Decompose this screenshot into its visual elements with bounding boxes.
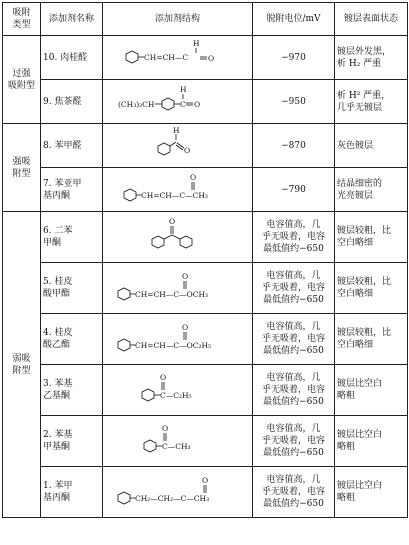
additive-name: 9. 焦茶醛 <box>41 80 103 124</box>
acetophenone-structure <box>114 416 242 466</box>
desorption-potential: 电容值高，几 乎无吸着，电容 最低值约−650 <box>253 212 335 263</box>
surface-state: 镀层比空白 略粗 <box>335 365 408 416</box>
benzaldehyde-structure <box>114 124 242 167</box>
table-row <box>3 124 408 168</box>
benzene-ring <box>144 440 156 452</box>
structure-cell <box>103 36 253 80</box>
benzene-ring <box>126 51 138 63</box>
table-row <box>3 314 408 365</box>
surface-state: 灰色镀层 <box>335 124 408 168</box>
table-row <box>3 212 408 263</box>
svg-text:O: O <box>161 424 168 433</box>
benzene-ring <box>124 189 136 201</box>
header-type: 吸附 类型 <box>3 3 41 36</box>
benzene-ring <box>118 492 130 504</box>
benzene-ring <box>180 236 192 248</box>
group-type-cell: 弱吸 附型 <box>3 212 41 518</box>
propiophenone-structure <box>114 365 242 415</box>
table-row <box>3 168 408 212</box>
structure-cell <box>103 314 253 365</box>
ethyl-cinnamate-structure <box>114 314 242 364</box>
header-row <box>3 3 408 36</box>
table-row <box>3 36 408 80</box>
svg-text:CH=CH—C—CH₃: CH=CH—C—CH₃ <box>140 191 208 200</box>
benzophenone-structure <box>114 212 242 262</box>
table-row <box>3 80 408 124</box>
additive-name: 4. 桂皮 酸乙酯 <box>41 314 103 365</box>
header-structure: 添加剂结构 <box>103 3 253 36</box>
desorption-potential: −970 <box>253 36 335 80</box>
additive-name: 7. 苯亚甲 基丙酮 <box>41 168 103 212</box>
surface-state: 镀层较粗，比 空白略细 <box>335 263 408 314</box>
table-row <box>3 365 408 416</box>
structure-cell <box>103 416 253 467</box>
svg-text:H: H <box>172 126 180 135</box>
svg-text:O: O <box>183 146 190 155</box>
svg-text:O: O <box>201 476 208 485</box>
svg-text:C—CH₃: C—CH₃ <box>161 442 191 451</box>
svg-text:CH₂—CH₂—C—CH₃: CH₂—CH₂—C—CH₃ <box>134 494 209 503</box>
desorption-potential: 电容值高，几 乎无吸着，电容 最低值约−650 <box>253 263 335 314</box>
benzene-ring <box>158 143 170 155</box>
svg-text:O: O <box>189 173 196 182</box>
structure-cell <box>103 212 253 263</box>
svg-text:O: O <box>181 272 188 281</box>
cumaldehyde-structure <box>114 80 242 123</box>
desorption-potential: 电容值高，几 乎无吸着，电容 最低值约−650 <box>253 416 335 467</box>
benzylacetone-structure <box>114 467 242 517</box>
group-type-cell: 强吸 附型 <box>3 124 41 212</box>
svg-text:C: C <box>179 100 186 109</box>
benzene-ring <box>152 236 164 248</box>
structure-cell <box>103 168 253 212</box>
additive-name: 5. 桂皮 酸甲酯 <box>41 263 103 314</box>
desorption-potential: −870 <box>253 124 335 168</box>
benzene-ring <box>142 389 154 401</box>
additive-table <box>2 2 408 518</box>
surface-state: 镀层外发黑， 析 H₂ 严重 <box>335 36 408 80</box>
surface-state: 析 H² 严重， 几乎无镀层 <box>335 80 408 124</box>
svg-text:O: O <box>193 100 200 109</box>
desorption-potential: 电容值高，几 乎无吸着，电容 最低值约−650 <box>253 467 335 518</box>
desorption-potential: −950 <box>253 80 335 124</box>
group-type-cell: 过强 吸附型 <box>3 36 41 124</box>
table-row <box>3 263 408 314</box>
svg-text:O: O <box>168 217 175 226</box>
additive-name: 3. 苯基 乙基酮 <box>41 365 103 416</box>
structure-cell <box>103 467 253 518</box>
svg-text:CH=CH—C: CH=CH—C <box>143 53 188 62</box>
surface-state: 镀层比空白 略粗 <box>335 467 408 518</box>
structure-cell <box>103 124 253 168</box>
desorption-potential: 电容值高，几 乎无吸着，电容 最低值约−650 <box>253 314 335 365</box>
surface-state: 结晶细密的 光亮镀层 <box>335 168 408 212</box>
additive-name: 1. 苯甲 基丙酮 <box>41 467 103 518</box>
table-row <box>3 467 408 518</box>
surface-state: 镀层比空白 略粗 <box>335 416 408 467</box>
methyl-cinnamate-structure <box>114 263 242 313</box>
additive-name: 2. 苯基 甲基酮 <box>41 416 103 467</box>
additive-name: 10. 肉桂醛 <box>41 36 103 80</box>
benzene-ring <box>118 339 130 351</box>
additive-name: 6. 二苯 甲酮 <box>41 212 103 263</box>
svg-text:H: H <box>192 39 200 48</box>
additive-name: 8. 苯甲醛 <box>41 124 103 168</box>
surface-state: 镀层较粗，比 空白略细 <box>335 212 408 263</box>
desorption-potential: −790 <box>253 168 335 212</box>
svg-text:H: H <box>179 85 187 94</box>
structure-cell <box>103 365 253 416</box>
svg-text:O: O <box>159 373 166 382</box>
structure-cell <box>103 80 253 124</box>
benzene-ring <box>118 288 130 300</box>
svg-text:O: O <box>181 323 188 332</box>
svg-text:(CH₃)₂CH: (CH₃)₂CH <box>117 100 154 109</box>
header-state: 镀层表面状态 <box>335 3 408 36</box>
cinnamaldehyde-structure <box>114 36 242 79</box>
svg-text:O: O <box>207 54 214 63</box>
structure-cell <box>103 263 253 314</box>
desorption-potential: 电容值高，几 乎无吸着，电容 最低值约−650 <box>253 365 335 416</box>
benzene-ring <box>162 98 174 110</box>
svg-text:CH=CH—C—OC₂H₅: CH=CH—C—OC₂H₅ <box>134 341 211 350</box>
surface-state: 镀层较粗，比 空白略细 <box>335 314 408 365</box>
benzylideneacetone-structure <box>114 168 242 211</box>
header-name: 添加剂名称 <box>41 3 103 36</box>
header-potential: 脱附电位/mV <box>253 3 335 36</box>
table-row <box>3 416 408 467</box>
svg-text:C—C₂H₅: C—C₂H₅ <box>159 391 192 400</box>
svg-text:CH=CH—C—OCH₃: CH=CH—C—OCH₃ <box>134 290 208 299</box>
